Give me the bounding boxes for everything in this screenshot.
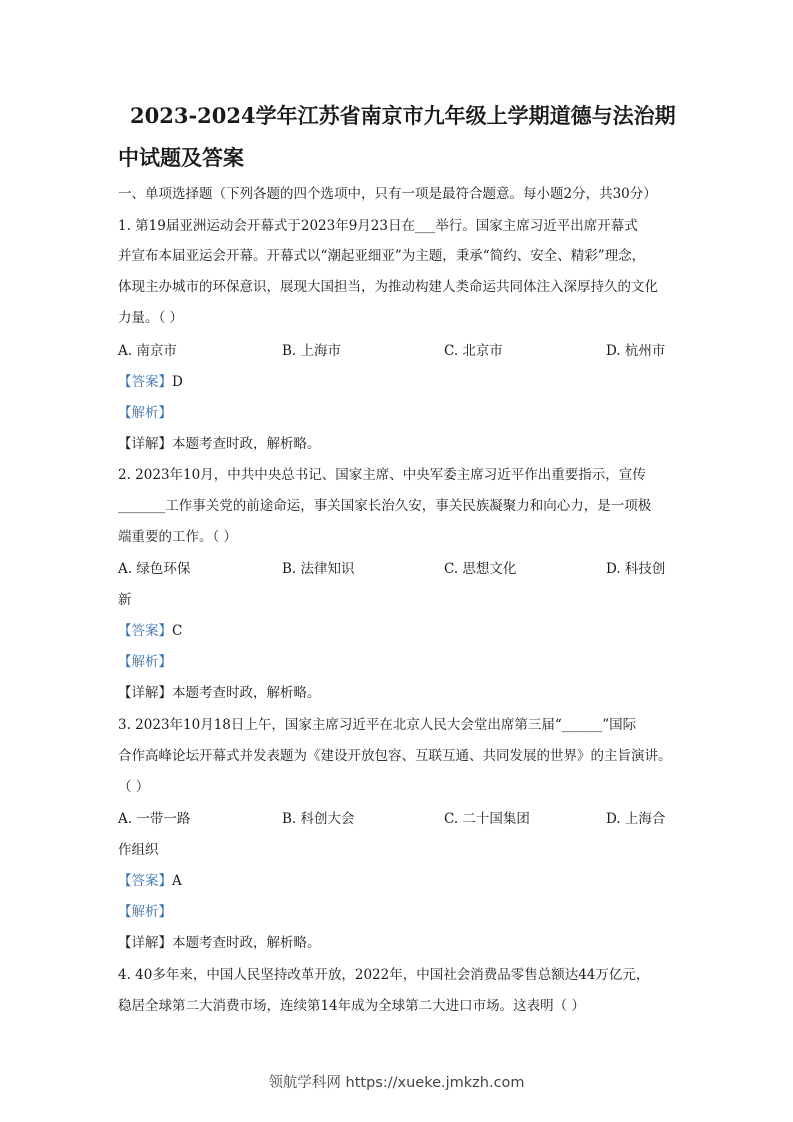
page-title-line-1: 2023-2024学年江苏省南京市九年级上学期道德与法治期 — [130, 103, 676, 128]
answer-label: 【答案】 — [118, 623, 172, 639]
q1-option-c: C. 北京市 — [444, 343, 503, 359]
q3-option-d: D. 上海合 — [606, 811, 666, 827]
q3-option-c: C. 二十国集团 — [444, 811, 530, 827]
section-header: 一、单项选择题（下列各题的四个选项中，只有一项是最符合题意。每小题2分，共30分） — [118, 186, 657, 202]
q1-option-b: B. 上海市 — [282, 343, 342, 359]
q2-line-1: 2. 2023年10月，中共中央总书记、国家主席、中央军委主席习近平作出重要指示，宣传 — [118, 467, 646, 483]
q2-option-c: C. 思想文化 — [444, 561, 517, 577]
q1-line-3: 体现主办城市的环保意识，展现大国担当，为推动构建人类命运共同体注入深厚持久的文化 — [118, 279, 658, 295]
q3-option-a: A. 一带一路 — [118, 811, 191, 827]
q3-line-3: （ ） — [118, 779, 150, 795]
q2-answer — [118, 622, 182, 640]
q2-option-d: D. 科技创 — [606, 561, 666, 577]
q4-line-2: 稳居全球第二大消费市场，连续第14年成为全球第二大进口市场。这表明（ ） — [118, 998, 585, 1014]
q1-answer — [118, 373, 183, 391]
page-footer: 领航学科网 https://xueke.jmkzh.com — [268, 1075, 525, 1091]
q4-line-1: 4. 40多年来，中国人民坚持改革开放，2022年，中国社会消费品零售总额达44万亿元， — [118, 967, 650, 983]
q1-line-2: 并宣布本届亚运会开幕。开幕式以“潮起亚细亚”为主题，秉承“简约、安全、精彩”理念， — [118, 248, 646, 264]
q2-line-2: _______工作事关党的前途命运，事关国家长治久安，事关民族凝聚力和向心力，是一项极 — [118, 498, 652, 514]
q2-detail: 【详解】本题考查时政，解析略。 — [118, 685, 321, 701]
answer-label: 【答案】 — [118, 873, 172, 889]
q3-option-wrap: 作组织 — [118, 842, 159, 858]
q2-option-a: A. 绿色环保 — [118, 561, 191, 577]
q1-analysis-label: 【解析】 — [118, 405, 172, 421]
q2-option-wrap: 新 — [118, 592, 132, 608]
q1-option-a: A. 南京市 — [118, 343, 177, 359]
q2-option-b: B. 法律知识 — [282, 561, 355, 577]
q3-line-1: 3. 2023年10月18日上午，国家主席习近平在北京人民大会堂出席第三届“______”国际 — [118, 717, 637, 733]
q1-line-1: 1. 第19届亚洲运动会开幕式于2023年9月23日在___举行。国家主席习近平出席开幕式 — [118, 218, 638, 234]
q2-line-3: 端重要的工作。（ ） — [118, 529, 238, 545]
q2-analysis-label: 【解析】 — [118, 654, 172, 670]
page-title-line-2: 中试题及答案 — [118, 145, 244, 170]
q1-detail: 【详解】本题考查时政，解析略。 — [118, 436, 321, 452]
q1-line-4: 力量。（ ） — [118, 310, 184, 326]
q1-option-d: D. 杭州市 — [606, 343, 666, 359]
answer-value: A — [172, 873, 182, 889]
answer-label: 【答案】 — [118, 374, 172, 390]
answer-value: C — [172, 623, 183, 639]
answer-value: D — [172, 374, 183, 390]
q3-line-2: 合作高峰论坛开幕式并发表题为《建设开放包容、互联互通、共同发展的世界》的主旨演讲。 — [118, 748, 672, 764]
q3-analysis-label: 【解析】 — [118, 904, 172, 920]
q3-option-b: B. 科创大会 — [282, 811, 355, 827]
q3-answer — [118, 872, 182, 890]
q3-detail: 【详解】本题考查时政，解析略。 — [118, 935, 321, 951]
